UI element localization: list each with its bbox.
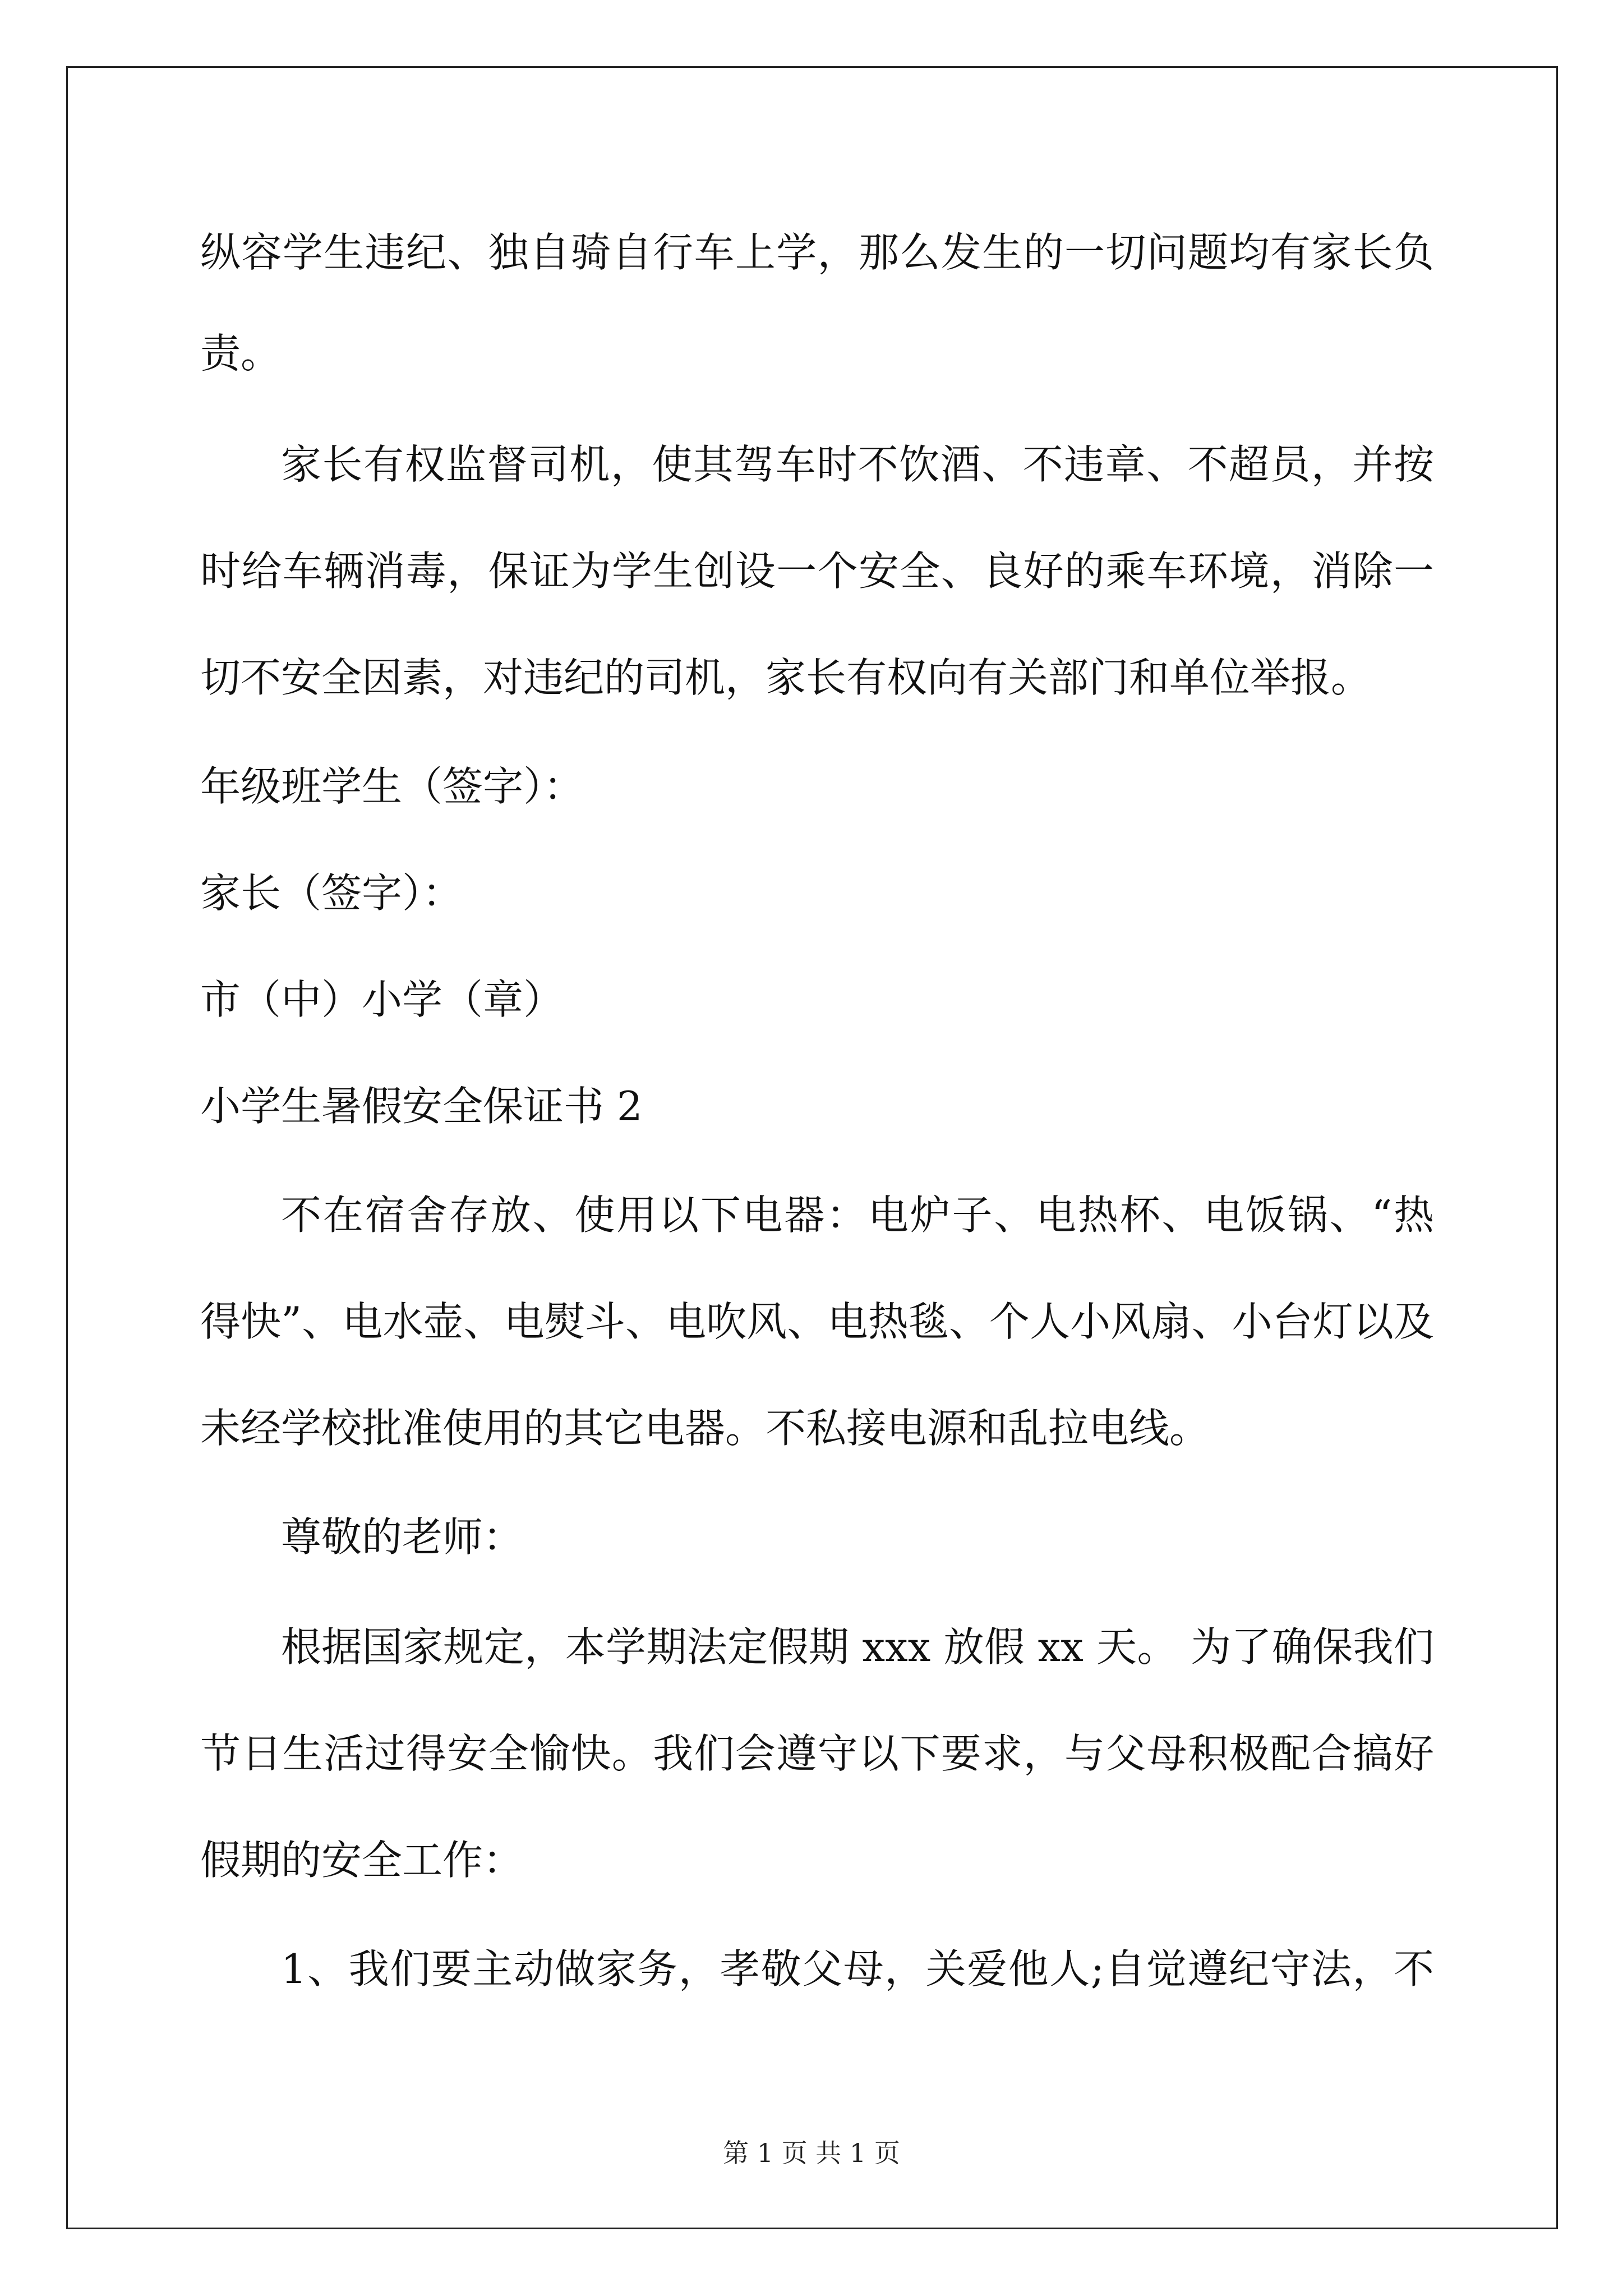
paragraph-line: 假期的安全工作： xyxy=(200,1837,524,1884)
paragraph-line: 节日生活过得安全愉快。我们会遵守以下要求，与父母积极配合搞好 xyxy=(200,1730,1434,1777)
list-item-line: 1、我们要主动做家务，孝敬父母，关爱他人;自觉遵纪守法，不 xyxy=(281,1945,1434,1993)
school-seal-line: 市（中）小学（章） xyxy=(200,976,564,1023)
paragraph-line: 得快”、电水壶、电熨斗、电吹风、电热毯、个人小风扇、小台灯以及 xyxy=(200,1298,1434,1345)
paragraph-line: 根据国家规定，本学期法定假期 xxx 放假 xx 天。 为了确保我们 xyxy=(281,1623,1434,1671)
section-heading: 小学生暑假安全保证书 2 xyxy=(200,1083,643,1130)
paragraph-line: 未经学校批准使用的其它电器。不私接电源和乱拉电线。 xyxy=(200,1405,1210,1452)
paragraph-line: 时给车辆消毒，保证为学生创设一个安全、良好的乘车环境，消除一 xyxy=(200,547,1434,595)
page-border xyxy=(66,66,1558,2229)
signature-line-student: 年级班学生（签字）： xyxy=(200,763,584,810)
page-footer: 第 1 页 共 1 页 xyxy=(723,2138,900,2168)
paragraph-line: 纵容学生违纪、独自骑自行车上学，那么发生的一切问题均有家长负 xyxy=(200,229,1434,276)
paragraph-line: 不在宿舍存放、使用以下电器：电炉子、电热杯、电饭锅、“热 xyxy=(281,1191,1434,1239)
paragraph-line: 切不安全因素，对违纪的司机，家长有权向有关部门和单位举报。 xyxy=(200,654,1372,701)
paragraph-line: 责。 xyxy=(200,330,282,377)
paragraph-line: 家长有权监督司机，使其驾车时不饮酒、不违章、不超员，并按 xyxy=(281,441,1434,488)
signature-line-parent: 家长（签字）： xyxy=(200,869,463,917)
salutation: 尊敬的老师： xyxy=(281,1513,524,1561)
